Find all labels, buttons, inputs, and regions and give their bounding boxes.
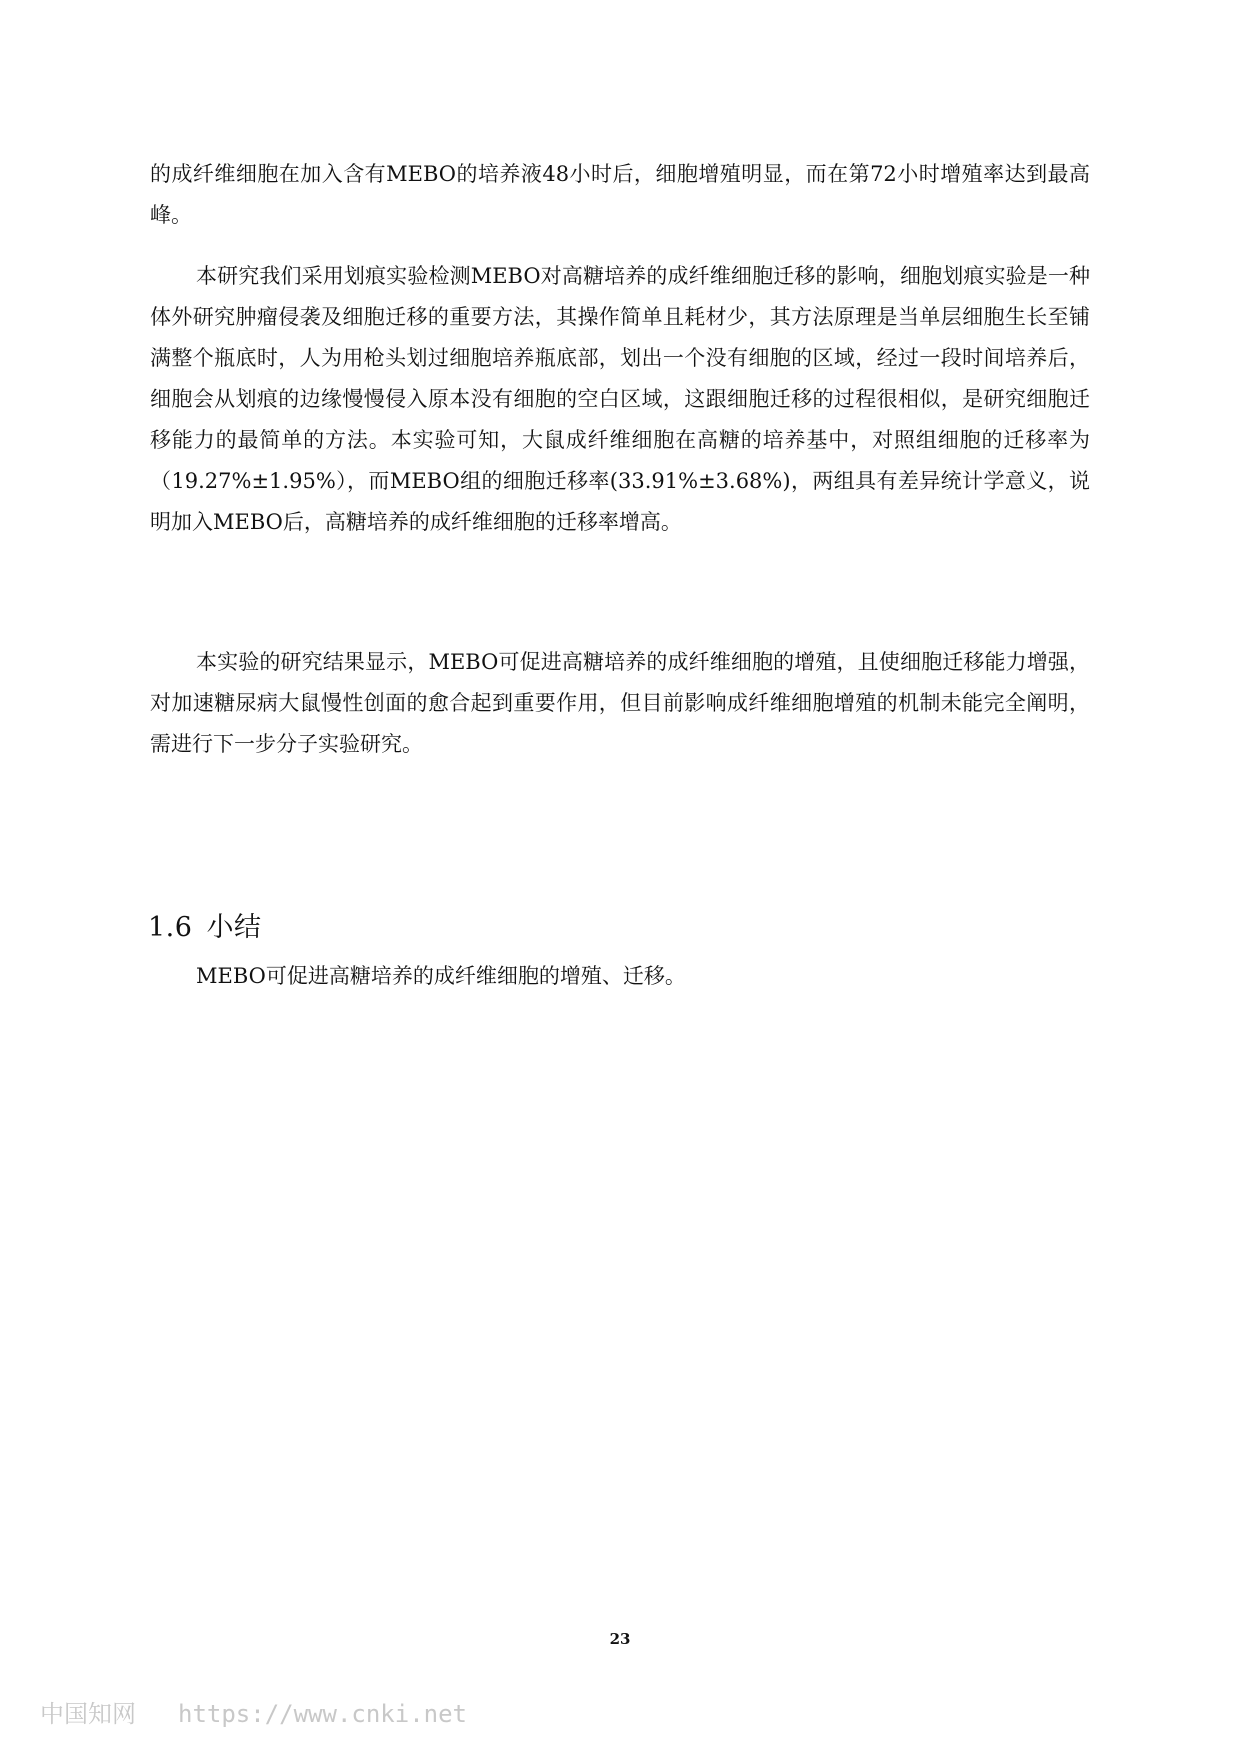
watermark xyxy=(40,1694,467,1729)
section-number: 1.6 xyxy=(148,912,193,943)
body-paragraph-2: 本研究我们采用划痕实验检测MEBO对高糖培养的成纤维细胞迁移的影响，细胞划痕实验是一种体外研究肿瘤侵袭及细胞迁移的重要方法，其操作简单且耗材少，其方法原理是当单层细胞生长至铺满整个瓶底时，人为用枪头划过细胞培养瓶底部，划出一个没有细胞的区域，经过一段时间培养后，细胞会从划痕的边缘慢慢侵入原本没有细胞的空白区域，这跟细胞迁移的过程很相似，是研究细胞迁移能力的最简单的方法。本实验可知，大鼠成纤维细胞在高糖的培养基中，对照组细胞的迁移率为（19.27%±1.95%），而MEBO组的细胞迁移率(33.91%±3.68%)，两组具有差异统计学意义，说明加入MEBO后，高糖培养的成纤维细胞的迁移率增高。 xyxy=(150,264,1090,534)
watermark-url: https://www.cnki.net xyxy=(178,1700,467,1728)
section-summary-text: MEBO可促进高糖培养的成纤维细胞的增殖、迁移。 xyxy=(196,964,686,988)
watermark-name: 中国知网 xyxy=(40,1700,136,1728)
body-paragraph-3: 本实验的研究结果显示，MEBO可促进高糖培养的成纤维细胞的增殖，且使细胞迁移能力增强，对加速糖尿病大鼠慢性创面的愈合起到重要作用，但目前影响成纤维细胞增殖的机制未能完全阐明，需进行下一步分子实验研究。 xyxy=(150,650,1090,756)
page-number: 23 xyxy=(609,1630,631,1648)
body-paragraph-1: 的成纤维细胞在加入含有MEBO的培养液48小时后，细胞增殖明显，而在第72小时增殖率达到最高峰。 xyxy=(150,162,1090,227)
section-title: 小结 xyxy=(206,912,262,943)
section-heading xyxy=(148,905,261,944)
